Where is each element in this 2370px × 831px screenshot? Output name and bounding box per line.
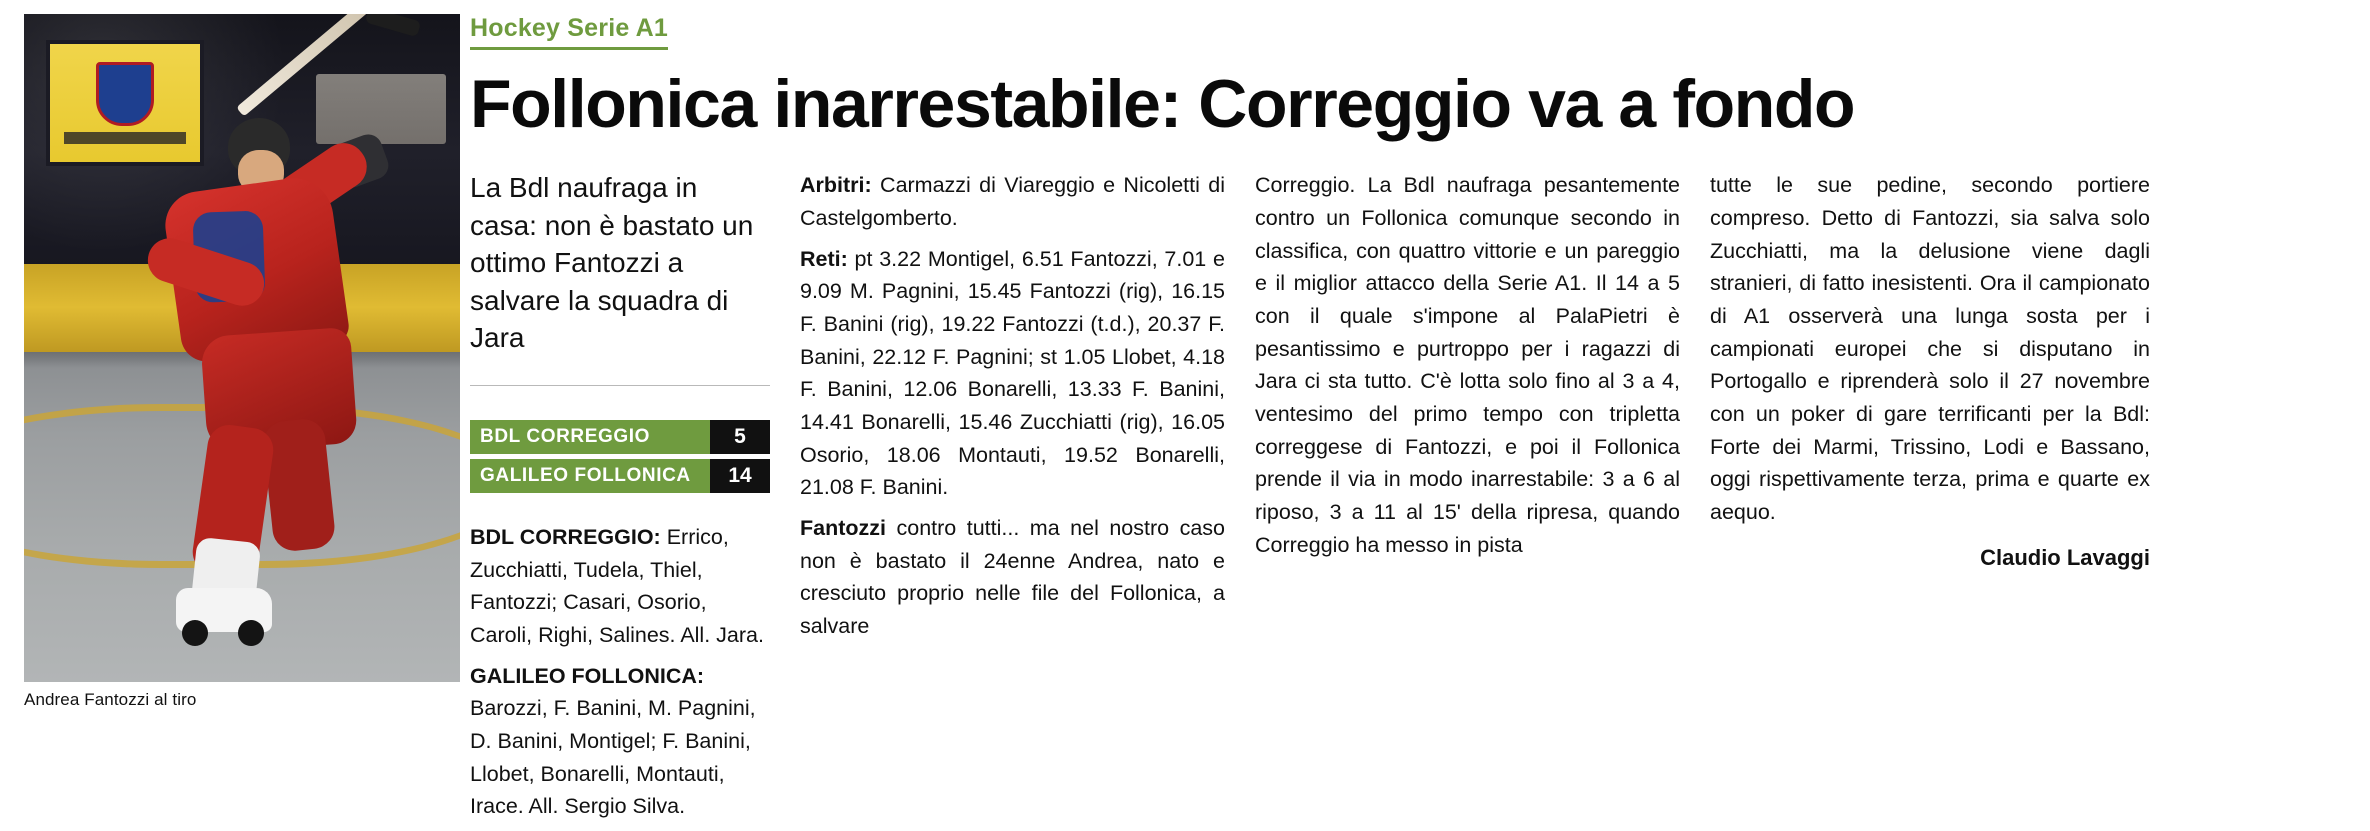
standfirst: La Bdl naufraga in casa: non è bastato un ottimo Fantozzi a salvare la squadra di Jara xyxy=(470,172,754,354)
body-paragraph-1-text: contro tutti... ma nel nostro caso non è bastato il 24enne Andrea, nato e cresciuto proprio nelle file del Follonica, a salvare xyxy=(800,516,1225,639)
divider xyxy=(470,385,770,386)
body-paragraph-1 xyxy=(800,512,1225,643)
text-columns xyxy=(470,169,2346,831)
goals-paragraph xyxy=(800,243,1225,504)
photo-player xyxy=(120,110,420,650)
referees-paragraph xyxy=(800,169,1225,234)
scorebox-team-home: BDL CORREGGIO xyxy=(470,420,710,454)
body-paragraph-2: Correggio. La Bdl naufraga pesantemente contro un Follonica comunque secondo in classifica, con quattro vittorie e un pareggio e il miglior attacco della Serie A1. Il 14 a 5 con il quale s'impone al PalaPietri è pesantissimo e purtroppo per i ragazzi di Jara ci sta tutto. C'è lotta solo fino al 3 a 4, ventesimo del primo tempo con tripletta correggese di Fantozzi, e poi il Follonica prende il via in modo inarrestabile: 3 a 6 al riposo, 3 a 11 al 15' della ripresa, quando Correggio ha messo in pista xyxy=(1255,173,1680,557)
page-title: Follonica inarrestabile: Correggio va a fondo xyxy=(470,66,1855,142)
goals-label: Reti: xyxy=(800,246,848,271)
lineup-home xyxy=(470,521,770,652)
scorebox-row-away xyxy=(470,459,770,493)
scorebox-score-home: 5 xyxy=(710,420,770,454)
body-paragraph-3: tutte le sue pedine, secondo portiere compreso. Detto di Fantozzi, sia salva solo Zucchiatti, ma la delusione viene dagli stranieri, di fatto inesistenti. Ora il campionato di A1 osserverà una lunga sosta per i campionati europei che si disputano in Portogallo e riprenderà solo il 27 novembre con un poker di gare terrificanti per la Bdl: Forte dei Marmi, Trissino, Lodi e Bassano, oggi rispettivamente terza, prima e quarte ex aequo. xyxy=(1710,173,2150,525)
scorebox-team-away: GALILEO FOLLONICA xyxy=(470,459,710,493)
column-4 xyxy=(1710,169,2150,831)
photo-caption: Andrea Fantozzi al tiro xyxy=(24,690,197,709)
lineup-away xyxy=(470,660,770,823)
photo-column xyxy=(24,14,464,748)
author-signature: Claudio Lavaggi xyxy=(1980,544,2150,570)
lineup-home-label: BDL CORREGGIO: xyxy=(470,524,661,549)
column-3 xyxy=(1255,169,1710,831)
scorebox-score-away: 14 xyxy=(710,459,770,493)
scorebox-row-home xyxy=(470,420,770,454)
referees-text: Carmazzi di Viareggio e Nicoletti di Castelgomberto. xyxy=(800,173,1225,231)
column-2 xyxy=(800,169,1255,831)
goals-text: pt 3.22 Montigel, 6.51 Fantozzi, 7.01 e 9.09 M. Pagnini, 15.45 Fantozzi (rig), 16.15 F. Banini (rig), 19.22 Fantozzi (t.d.), 20.37 F. Banini, 22.12 F. Pagnini; st 1.05 Llobet, 4.18 F. Banini, 12.06 Bonarelli, 13.33 F. Banini, 14.41 Bonarelli, 15.46 Zucchiatti (rig), 16.05 Osorio, 18.06 Montauti, 19.52 Bonarelli, 21.08 F. Banini. xyxy=(800,246,1225,500)
scorebox xyxy=(470,420,770,493)
lineup-away-label: GALILEO FOLLONICA: xyxy=(470,663,705,688)
referees-label: Arbitri: xyxy=(800,173,872,198)
skate-wheel-front xyxy=(182,620,208,646)
kicker-wrapper xyxy=(470,14,668,50)
article-body xyxy=(464,14,2346,819)
skate-wheel-rear xyxy=(238,620,264,646)
column-1 xyxy=(470,169,800,831)
lineup-home-text: Errico, Zucchiatti, Tudela, Thiel, Fantozzi; Casari, Osorio, Caroli, Righi, Salines. All. Jara. xyxy=(470,524,764,647)
lineup-away-text: Barozzi, F. Banini, M. Pagnini, D. Banini, Montigel; F. Banini, Llobet, Bonarelli, Montauti, Irace. All. Sergio Silva. xyxy=(470,696,756,819)
body-lead: Fantozzi xyxy=(800,516,886,541)
article-photo xyxy=(24,14,460,682)
section-kicker: Hockey Serie A1 xyxy=(470,14,669,42)
